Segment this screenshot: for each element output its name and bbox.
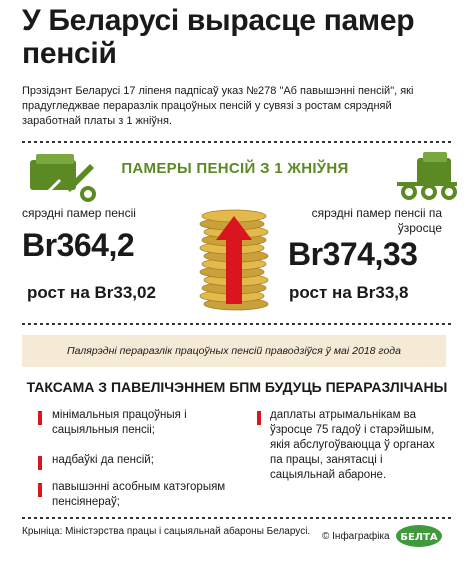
belta-logo [395,524,443,548]
separator-top [22,140,452,144]
cart-icon [395,150,465,202]
list-item: надбаўкі да пенсій; [52,454,154,466]
age-pension-rise: рост на Br33,8 [289,283,409,302]
bullet-marker [38,411,42,425]
page-title: У Беларусі вырасце памер пенсій [22,4,415,70]
previous-recalculation-note: Палярэдні пераразлік працоўных пенсій праводзіўся ў маі 2018 года [22,335,446,367]
banner-heading: ПАМЕРЫ ПЕНСІЙ З 1 ЖНІЎНЯ [121,160,349,177]
list-item: павышэнні асобным катэгорыям пенсіянераў; [52,481,226,508]
svg-text:БЕЛТА: БЕЛТА [400,532,438,543]
credit-text: © Інфаграфіка [322,531,390,542]
source-note: Крыніца: Міністэрства працы і сацыяльнай абароны Беларусі. [22,526,311,537]
average-pension-value: Br364,2 [22,227,135,263]
separator-mid [22,322,452,326]
section-heading: ТАКСАМА З ПАВЕЛІЧЭННЕМ БПМ БУДУЦЬ ПЕРАРАЗЛІЧАНЫ [26,379,448,395]
bullet-marker [38,456,42,470]
bullet-marker [38,483,42,497]
wallet-tools-icon [26,150,96,202]
bullet-marker [257,411,261,425]
separator-bottom [22,516,452,520]
list-item: даплаты атрымальнікам ва ўзросце 75 гадоў і старэйшым, якія абслугоўваюцца ў органах па працы, занятасці і сацыяльнай абароне. [270,409,435,481]
intro-text: Прэзідэнт Беларусі 17 ліпеня падпісаў указ №278 "Аб павышэнні пенсій", які прадугледжвае пераразлік працоўных пенсій у сувязі з ростам сярэдняй заработнай платы з 1 жніўня. [22,85,414,127]
list-item: мінімальныя працоўныя і сацыяльныя пенсіі; [52,409,187,436]
average-pension-rise: рост на Br33,02 [27,283,156,302]
coin-stack-arrow-icon [196,186,272,314]
age-pension-value: Br374,33 [288,236,418,272]
age-pension-label: сярэдні памер пенсіі па ўзросце [311,206,442,235]
average-pension-label: сярэдні памер пенсіі [22,206,136,220]
